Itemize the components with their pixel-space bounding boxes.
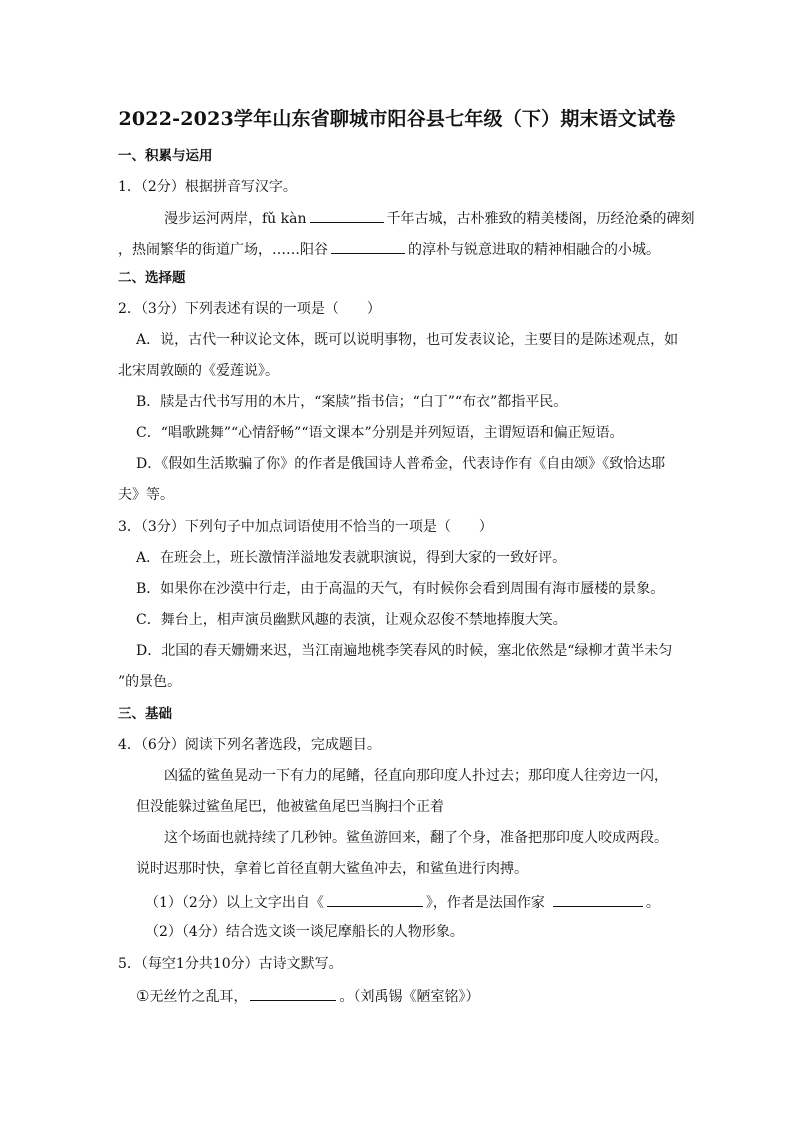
q4-sub1-text-a: （1）（2分）以上文字出自《 xyxy=(145,895,324,911)
q4-stem: 4．（6分）阅读下列名著选段，完成题目。 xyxy=(118,737,381,753)
q3-option-d-line-2: ”的景色。 xyxy=(118,674,182,690)
section-heading-3: 三、基础 xyxy=(118,706,172,722)
q5-item-1 xyxy=(136,985,479,1007)
section-heading-2: 二、选择题 xyxy=(118,270,186,286)
q4-passage-line-1: 凶猛的鲨鱼晃动一下有力的尾鳍，径直向那印度人扑过去；那印度人往旁边一闪， xyxy=(164,768,668,784)
page-title: 2022-2023学年山东省聊城市阳谷县七年级（下）期末语文试卷 xyxy=(118,108,676,130)
q2-option-a-line-1: A．说，古代一种议论文体，既可以说明事物，也可发表议论，主要目的是陈述观点，如 xyxy=(136,332,679,348)
q4-subquestion-2: （2）（4分）结合选文谈一谈尼摩船长的人物形象。 xyxy=(145,924,464,940)
q2-stem: 2．（3分）下列表述有误的一项是（ ） xyxy=(118,301,381,317)
q2-option-c: C．“唱歌跳舞”“心情舒畅”“语文课本”分别是并列短语，主谓短语和偏正短语。 xyxy=(136,425,624,441)
q3-option-d-line-1: D．北国的春天姗姗来迟，当江南遍地桃李笑春风的时候，塞北依然是“绿柳才黄半未匀 xyxy=(136,643,673,659)
q1-text-d: 的淳朴与锐意进取的精神相融合的小城。 xyxy=(408,242,660,258)
q1-passage-line-2 xyxy=(118,238,660,260)
q2-option-d-line-1: D．《假如生活欺骗了你》的作者是俄国诗人普希金，代表诗作有《自由颂》《致恰达耶 xyxy=(136,456,666,472)
q1-text-c: ，热闹繁华的街道广场，……阳谷 xyxy=(118,242,328,258)
q1-text-a: 漫步运河两岸，fǔ kàn xyxy=(164,211,307,227)
q2-option-b: B．牍是古代书写用的木片，“案牍”指书信；“白丁”“布衣”都指平民。 xyxy=(136,394,568,410)
q2-option-a-line-2: 北宋周敦颐的《爱莲说》。 xyxy=(118,363,279,379)
q4-passage-line-2: 但没能躲过鲨鱼尾巴，他被鲨鱼尾巴当胸扫个正着 xyxy=(136,799,444,815)
q4-subquestion-1 xyxy=(145,891,660,913)
q1-passage-line-1 xyxy=(164,207,695,229)
q4-sub1-text-b: 》，作者是法国作家 xyxy=(425,895,545,911)
q4-passage-line-3: 这个场面也就持续了几秒钟。鲨鱼游回来，翻了个身，准备把那印度人咬成两段。 xyxy=(164,830,668,846)
q5-stem: 5．（每空1分共10分）古诗文默写。 xyxy=(118,956,343,972)
q4-passage-line-4: 说时迟那时快，拿着匕首径直朝大鲨鱼冲去，和鲨鱼进行肉搏。 xyxy=(136,861,528,877)
q4-blank-book[interactable] xyxy=(327,891,423,907)
q1-blank-2[interactable] xyxy=(331,238,405,254)
q5-item-number: ① xyxy=(136,987,150,1005)
q5-item-text-b: 。（刘禹锡《陋室铭》） xyxy=(339,989,480,1005)
q3-option-b: B．如果你在沙漠中行走，由于高温的天气，有时候你会看到周围有海市蜃楼的景象。 xyxy=(136,581,665,597)
q1-text-b: 千年古城，古朴雅致的精美楼阁，历经沧桑的碑刻 xyxy=(386,211,695,227)
q1-blank-1[interactable] xyxy=(310,207,384,223)
q3-option-c: C．舞台上，相声演员幽默风趣的表演，让观众忍俊不禁地捧腹大笑。 xyxy=(136,612,567,628)
q5-blank-1[interactable] xyxy=(250,985,336,1001)
q3-stem: 3．（3分）下列句子中加点词语使用不恰当的一项是（ ） xyxy=(118,519,493,535)
q4-sub1-text-c: 。 xyxy=(645,895,660,911)
q5-item-text-a: 无丝竹之乱耳， xyxy=(149,989,248,1005)
q1-stem: 1．（2分）根据拼音写汉字。 xyxy=(118,179,297,195)
q4-blank-author[interactable] xyxy=(553,891,643,907)
q2-option-d-line-2: 夫》等。 xyxy=(118,487,174,503)
q3-option-a: A．在班会上，班长激情洋溢地发表就职演说，得到大家的一致好评。 xyxy=(136,550,567,566)
section-heading-1: 一、积累与运用 xyxy=(118,148,213,164)
